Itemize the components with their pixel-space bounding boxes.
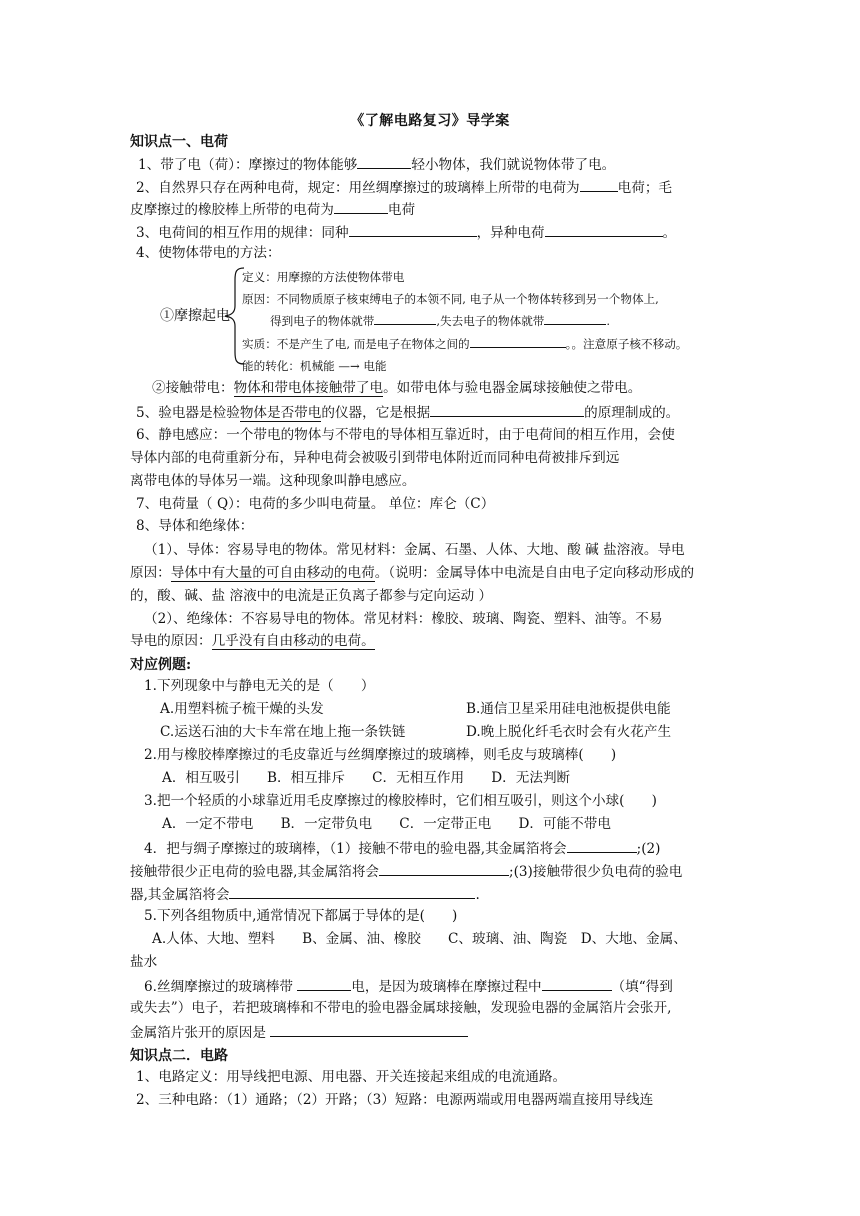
friction-definition: 定义：用摩擦的方法使物体带电 <box>242 270 405 284</box>
question-2: 2.用与橡胶棒摩擦过的毛皮靠近与丝绸摩擦过的玻璃棒，则毛皮与玻璃棒( ) <box>144 747 617 763</box>
question-1-option-d: D.晚上脱化纤毛衣时会有火花产生 <box>466 724 672 740</box>
question-4: 4．把与绸子摩擦过的玻璃棒，（1）接触不带电的验电器,其金属箔将会 ;(2) <box>144 838 660 858</box>
question-6-cont-2: 金属箔片张开的原因是 <box>130 1022 468 1042</box>
line-2: 2、自然界只存在两种电荷，规定：用丝绸摩擦过的玻璃棒上所带的电荷为 电荷；毛 <box>136 177 672 197</box>
friction-essence: 实质：不是产生了电, 而是电子在物体之间的 。。注意原子核不移动。 <box>242 337 688 351</box>
question-4-cont-2: 器,其金属箔将会 . <box>130 884 480 904</box>
fill-blank <box>357 154 411 169</box>
question-5: 5.下列各组物质中,通常情况下都属于导体的是( ) <box>144 908 458 924</box>
question-4-cont: 接触带很少正电荷的验电器,其金属箔将会 ;(3)接触带很少负电荷的验电 <box>130 861 682 881</box>
line-1: 1、带了电（荷）：摩擦过的物体能够 轻小物体，我们就说物体带了电。 <box>138 154 615 174</box>
insulator-reason: 导电的原因：几乎没有自由移动的电荷。 <box>130 633 375 649</box>
fill-blank <box>567 838 637 853</box>
fill-blank <box>544 313 606 325</box>
question-3: 3.把一个轻质的小球靠近用毛皮摩擦过的橡胶棒时，它们相互吸引，则这个小球( ) <box>144 793 657 809</box>
insulator-line: （2）、绝缘体：不容易导电的物体。常见材料：橡胶、玻璃、陶瓷、塑料、油等。不易 <box>144 611 663 627</box>
fill-blank <box>542 976 612 991</box>
section-heading-circuit: 知识点二．电路 <box>130 1048 228 1064</box>
line-8: 8、导体和绝缘体： <box>136 518 254 534</box>
line-6: 6、静电感应：一个带电的物体与不带电的导体相互靠近时，由于电荷间的相互作用，会使 <box>136 427 675 443</box>
fill-blank <box>545 222 663 237</box>
question-2-options: A．相互吸引 B．相互排斥 C．无相互作用 D．无法判断 <box>162 770 571 786</box>
question-1: 1.下列现象中与静电无关的是（ ） <box>144 678 375 694</box>
line-5: 5、验电器是检验物体是否带电的仪器，它是根据 的原理制成的。 <box>136 402 679 422</box>
friction-reason: 原因：不同物质原子核束缚电子的本领不同, 电子从一个物体转移到另一个物体上, <box>242 292 659 306</box>
conductor-reason: 原因：导体中有大量的可自由移动的电荷。（说明：金属导体中电流是自由电子定向移动形成的 <box>130 565 695 581</box>
conductor-line: （1）、导体：容易导电的物体。常见材料：金属、石墨、人体、大地、酸 碱 盐溶液。导电 <box>144 542 685 558</box>
fill-blank <box>270 1022 468 1037</box>
fill-blank <box>379 861 509 876</box>
fill-blank <box>470 336 566 348</box>
question-1-option-a: A.用塑料梳子梳干燥的头发 <box>160 701 324 717</box>
fill-blank <box>430 402 584 417</box>
friction-label: ①摩擦起电 <box>160 308 230 324</box>
fill-blank <box>229 884 475 899</box>
fill-blank <box>297 976 351 991</box>
fill-blank <box>349 222 477 237</box>
line-6-cont-2: 离带电体的导体另一端。这种现象叫静电感应。 <box>130 473 416 489</box>
friction-energy: 能的转化：机械能 —→ 电能 <box>242 359 387 373</box>
question-3-options: A．一定不带电 B．一定带负电 C．一定带正电 D．可能不带电 <box>162 816 611 832</box>
fill-blank <box>374 313 436 325</box>
question-1-option-c: C.运送石油的大卡车常在地上拖一条铁链 <box>160 724 406 740</box>
section-heading-examples: 对应例题: <box>130 657 192 673</box>
friction-reason-cont: 得到电子的物体就带 ,失去电子的物体就带 . <box>270 314 611 328</box>
section-heading-charge: 知识点一、电荷 <box>130 134 228 150</box>
question-5-options-cont: 盐水 <box>130 954 158 970</box>
conductor-note: 的，酸、碱、盐 溶液中的电流是正负离子都参与定向运动 ） <box>130 588 493 604</box>
line-6-cont: 导体内部的电荷重新分布，异种电荷会被吸引到带电体附近而同种电荷被排斥到远 <box>130 450 620 466</box>
circuit-definition: 1、电路定义：用导线把电源、用电器、开关连接起来组成的电流通路。 <box>136 1069 567 1085</box>
question-1-option-b: B.通信卫星采用硅电池板提供电能 <box>466 701 671 717</box>
line-7: 7、电荷量（ Q）：电荷的多少叫电荷量。 单位：库仑（C） <box>136 496 495 512</box>
line-2-cont: 皮摩擦过的橡胶棒上所带的电荷为 电荷 <box>130 199 415 219</box>
fill-blank <box>580 177 618 192</box>
circuit-types: 2、三种电路：（1）通路；（2）开路；（3）短路：电源两端或用电器两端直接用导线连 <box>136 1092 654 1108</box>
line-3: 3、电荷间的相互作用的规律：同种 ，异种电荷 。 <box>136 222 676 242</box>
page-title: 《了解电路复习》导学案 <box>350 113 510 129</box>
line-4: 4、使物体带电的方法： <box>136 245 281 261</box>
contact-charging: ②接触带电：物体和带电体接触带了电。如带电体与验电器金属球接触使之带电。 <box>152 380 642 396</box>
question-5-options: A.人体、大地、塑料 B、金属、油、橡胶 C、玻璃、油、陶瓷 D、大地、金属、 <box>152 931 687 947</box>
question-6: 6.丝绸摩擦过的玻璃棒带 电，是因为玻璃棒在摩擦过程中 （填“得到 <box>144 976 673 996</box>
question-6-cont: 或失去”）电子，若把玻璃棒和不带电的验电器金属球接触，发现验电器的金属箔片会张开, <box>130 1000 672 1016</box>
fill-blank <box>334 199 388 214</box>
